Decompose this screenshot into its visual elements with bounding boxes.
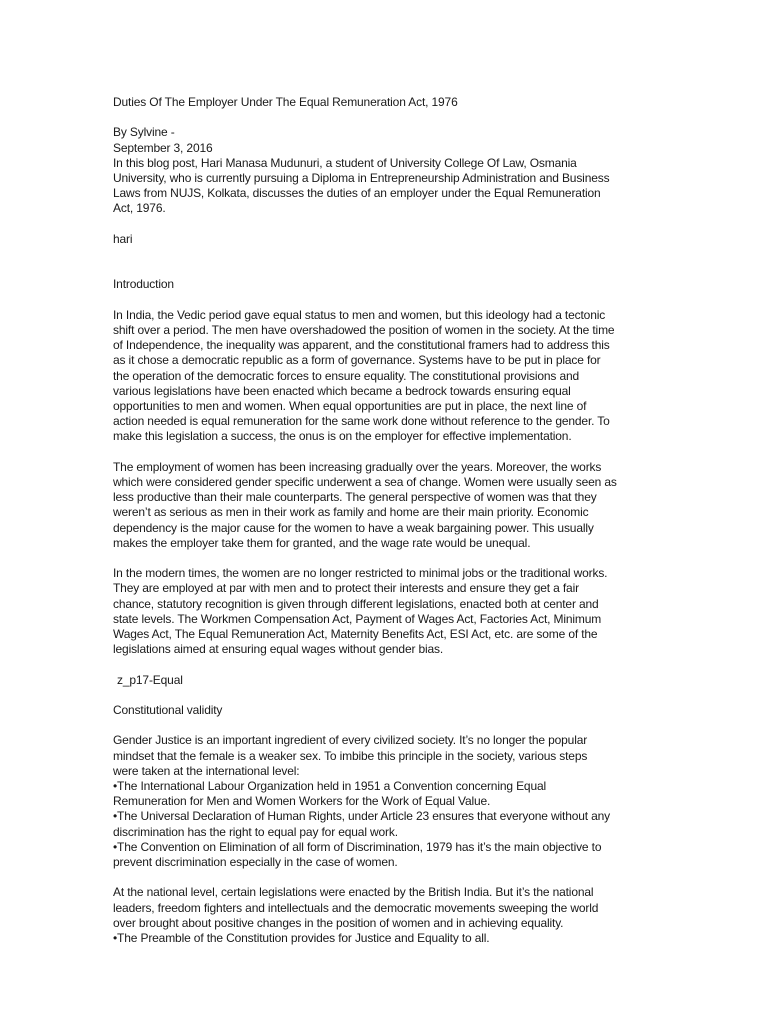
- document-title: Duties Of The Employer Under The Equal Remuneration Act, 1976: [113, 95, 458, 109]
- bullet-cedaw: •The Convention on Elimination of all form of Discrimination, 1979 has it’s the main objective to: [113, 839, 602, 854]
- section-heading-introduction: Introduction: [113, 277, 174, 292]
- publish-date: September 3, 2016: [113, 140, 213, 155]
- intro-paragraph: In this blog post, Hari Manasa Mudunuri, a student of University College Of Law, Osmania University, who is currently pursuing a Diploma in Entrepreneurship Administration and Business Laws from NUJS, Kolkata, discusses the duties of an employer under the Equal Remuneration Act, 1976.: [113, 155, 610, 216]
- image-caption-equal: z_p17-Equal: [117, 672, 183, 687]
- paragraph-gender-justice: Gender Justice is an important ingredient of every civilized society. It’s no longer the popular mindset that the female is a weaker sex. To imbibe this principle in the society, various steps were taken at the international level: •The International Labour Organization held in 1951 a Convention concerning Equal Remuneration for Men and Women Workers for the Work of Equal Value. •The Universal Declaration of Human Rights, under Article 23 ensures that everyone without any discrimination has the right to equal pay for equal work. •The Convention on Elimination of all form of Discrimination, 1979 has it’s the main objective to prevent discrimination especially in the case of women.: [113, 733, 653, 870]
- paragraph-national-level: At the national level, certain legislations were enacted by the British India. But it’s the national leaders, freedom fighters and intellectuals and the democratic movements sweeping the world over brought about positive changes in the position of women and in achieving equality. •The Preamble of the Constitution provides for Justice and Equality to all.: [113, 885, 653, 946]
- document-page: [113, 95, 653, 946]
- section-heading-constitutional-validity: Constitutional validity: [113, 703, 223, 717]
- byline: By Sylvine -: [113, 125, 175, 140]
- bullet-preamble: •The Preamble of the Constitution provides for Justice and Equality to all.: [113, 931, 490, 946]
- paragraph-employment-of-women: The employment of women has been increasing gradually over the years. Moreover, the works which were considered gender specific underwent a sea of change. Women were usually seen as less productive than their male counterparts. The general perspective of women was that they weren’t as serious as men in their work as family and home are their main priority. Economic dependency is the major cause for the women to have a weak bargaining power. This usually makes the employer take them for granted, and the wage rate would be unequal.: [113, 459, 617, 550]
- paragraph-modern-times: In the modern times, the women are no longer restricted to minimal jobs or the traditional works. They are employed at par with men and to protect their interests and ensure they get a fair chance, statutory recognition is given through different legislations, enacted both at center and state levels. The Workmen Compensation Act, Payment of Wages Act, Factories Act, Minimum Wages Act, The Equal Remuneration Act, Maternity Benefits Act, ESI Act, etc. are some of the legislations aimed at ensuring equal wages without gender bias.: [113, 566, 608, 657]
- paragraph-vedic-period: In India, the Vedic period gave equal status to men and women, but this ideology had a tectonic shift over a period. The men have overshadowed the position of women in the society. At the time of Independence, the inequality was apparent, and the constitutional framers had to address this as it chose a democratic republic as a form of governance. Systems have to be put in place for the operation of the democratic forces to ensure equality. The constitutional provisions and various legislations have been enacted which became a bedrock towards ensuring equal opportunities to men and women. When equal opportunities are put in place, the next line of action needed is equal remuneration for the same work done without reference to the gender. To make this legislation a success, the onus is on the employer for effective implementation.: [113, 307, 615, 444]
- bullet-udhr: •The Universal Declaration of Human Rights, under Article 23 ensures that everyone without any: [113, 809, 611, 824]
- bullet-ilo: •The International Labour Organization held in 1951 a Convention concerning Equal: [113, 779, 547, 793]
- image-caption-hari: hari: [113, 231, 133, 246]
